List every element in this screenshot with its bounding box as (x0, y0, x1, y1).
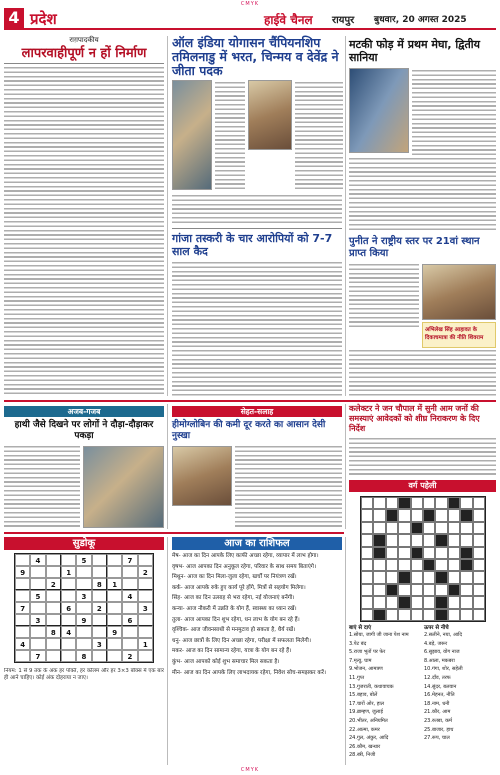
sudoku-cell (122, 638, 137, 650)
crossword-cell (448, 571, 460, 583)
yoga-photo-2 (248, 80, 292, 150)
rashifal-item: मेष- आज का दिन आपके लिए काफी अच्छा रहेगा, व्यापार में लाभ होगा। (172, 553, 319, 559)
sudoku-cell: 6 (122, 614, 137, 626)
sudoku-cell (30, 566, 45, 578)
sudoku-cell (30, 626, 45, 638)
sudoku-cell (76, 602, 91, 614)
crossword-cell (361, 547, 373, 559)
crossword-cell (460, 596, 472, 608)
sudoku-cell (107, 554, 122, 566)
crossword-clue: 15.बहाव, बोलें (349, 692, 378, 699)
crossword-grid (360, 496, 486, 622)
crossword-clue: 1.सोया, जागी जी जाना पेश नाम (349, 632, 409, 638)
print-mark-bottom: CMYK (240, 767, 260, 773)
crossword-title: वर्ग पहेली (349, 480, 496, 492)
sudoku-cell (61, 638, 76, 650)
section-divider (4, 400, 496, 402)
divider (172, 228, 342, 229)
crossword-cell (361, 497, 373, 509)
crossword-cell (373, 584, 385, 596)
sudoku-cell: 4 (15, 638, 30, 650)
crossword-clue: 24.गुल, अंकुर, आदि (349, 735, 389, 742)
crossword-cell (473, 596, 485, 608)
crossword-cell (398, 522, 410, 534)
crossword-cell (473, 584, 485, 596)
crossword-cell (473, 522, 485, 534)
sudoku-cell: 9 (76, 614, 91, 626)
sudoku-cell (46, 554, 61, 566)
editorial-body (4, 67, 164, 397)
crossword-clue: 5.राजा भूतों पर फेर (349, 649, 386, 656)
sudoku-cell: 7 (30, 650, 45, 662)
crossword-cell (411, 497, 423, 509)
sudoku-cell (61, 614, 76, 626)
national-body-2 (349, 350, 496, 396)
sudoku-cell (30, 578, 45, 590)
wonder-tag: अजब-गजब (4, 406, 164, 417)
crossword-cell (373, 522, 385, 534)
sudoku-cell (76, 638, 91, 650)
sudoku-cell: 7 (15, 602, 30, 614)
crossword-cell (448, 559, 460, 571)
crossword-cell (373, 609, 385, 621)
crossword-clue: 28.स्त्री, निजी (349, 752, 376, 759)
crossword-cell (423, 584, 435, 596)
sudoku-cell (92, 554, 107, 566)
rashifal-item: मिथुन- आज का दिन मिला-जुला रहेगा, खर्चों पर नियंत्रण रखें। (172, 574, 297, 581)
sudoku-cell: 5 (76, 554, 91, 566)
rashifal-list (172, 553, 342, 680)
sudoku-cell (92, 566, 107, 578)
sudoku-cell: 9 (15, 566, 30, 578)
city-name: रायपुर (332, 15, 355, 26)
crossword-cell (398, 534, 410, 546)
crossword-cell (460, 547, 472, 559)
rashifal-item: धनु- आज छात्रों के लिए दिन अच्छा रहेगा, परीक्षा में सफलता मिलेगी। (172, 637, 311, 644)
crossword-clue: 8.आला, मकबरा (424, 657, 455, 664)
crossword-clue: 21.कौर, आम (424, 709, 451, 716)
crossword-cell (373, 571, 385, 583)
crossword-cell (460, 509, 472, 521)
crossword-cell (435, 509, 447, 521)
health-photo (172, 446, 232, 506)
sudoku-cell: 2 (46, 578, 61, 590)
crossword-clue: 16.मेहनत, नीति (424, 692, 455, 699)
crossword-cell (386, 609, 398, 621)
ganja-headline: गांजा तस्करी के चार आरोपियों को 7-7 साल कैद (172, 232, 333, 258)
sudoku-cell (138, 650, 153, 662)
sudoku-cell (46, 614, 61, 626)
column-divider (167, 537, 168, 765)
across-label: बाएं से दाएं (349, 625, 372, 631)
collector-headline: कलेक्टर ने जन चौपाल में सुनी आम जनों की समस्याएं आवेदकों को शीघ्र निराकरण के दिए निर्देश (349, 404, 480, 433)
crossword-cell (361, 509, 373, 521)
sudoku-cell (30, 638, 45, 650)
crossword-clue: 14.सुंदर, बलवान (424, 683, 457, 690)
sudoku-title: सुडोकू (4, 537, 164, 550)
divider (4, 63, 164, 64)
sudoku-cell: 7 (122, 554, 137, 566)
crossword-cell (448, 522, 460, 534)
crossword-cell (398, 571, 410, 583)
crossword-cell (386, 596, 398, 608)
sudoku-cell (15, 614, 30, 626)
crossword-cell (448, 609, 460, 621)
health-headline: हीमोग्लोबिन की कमी दूर करते का आसान देसी नुस्खा (172, 420, 326, 441)
crossword-clue: 6.सुझाव, योग नाज (424, 649, 460, 656)
crossword-cell (435, 584, 447, 596)
crossword-cell (411, 571, 423, 583)
crossword-cell (435, 497, 447, 509)
crossword-cell (398, 497, 410, 509)
column-divider (345, 36, 346, 236)
crossword-cell (423, 509, 435, 521)
sudoku-cell: 2 (92, 602, 107, 614)
crossword-cell (448, 534, 460, 546)
crossword-cell (423, 596, 435, 608)
crossword-cell (361, 522, 373, 534)
sudoku-cell (61, 554, 76, 566)
wonder-body (4, 446, 80, 528)
rashifal-item: कर्क- आज आपके रुके हुए कार्य पूरे होंगे, मित्रों से सहयोग मिलेगा। (172, 584, 306, 591)
sudoku-cell (46, 650, 61, 662)
across-clues (349, 631, 421, 760)
crossword-cell (423, 609, 435, 621)
crossword-cell (398, 547, 410, 559)
sudoku-cell: 3 (92, 638, 107, 650)
crossword-clue: 23.रुतबा, कर्म (424, 717, 452, 724)
sudoku-cell (107, 638, 122, 650)
crossword-cell (435, 534, 447, 546)
crossword-cell (398, 596, 410, 608)
column-divider (167, 36, 168, 396)
sudoku-cell: 3 (30, 614, 45, 626)
crossword-cell (460, 571, 472, 583)
rashifal-item: तुला- आज आपका दिन शुभ रहेगा, धन लाभ के योग बन रहे हैं। (172, 616, 300, 623)
crossword-cell (411, 609, 423, 621)
crossword-cell (398, 584, 410, 596)
sudoku-cell (76, 626, 91, 638)
crossword-cell (398, 609, 410, 621)
crossword-cell (386, 534, 398, 546)
fair-headline: मटकी फोड़ में प्रथम मेघा, द्वितीय सानिया (349, 38, 481, 64)
yoga-headline: ऑल इंडिया योगासन चैंपियनशिप तमिलनाडु में भरत, चिन्मय व देवेंद्र ने जीता पदक (172, 35, 339, 78)
fair-body-2 (349, 158, 496, 230)
crossword-cell (386, 497, 398, 509)
crossword-cell (386, 571, 398, 583)
crossword-cell (448, 547, 460, 559)
crossword-cell (423, 559, 435, 571)
rashifal-title: आज का राशिफल (172, 537, 342, 550)
issue-date: बुधवार, 20 अगस्त 2025 (374, 15, 467, 25)
crossword-cell (435, 522, 447, 534)
crossword-clue: 26.कौम, खन्धार (349, 743, 381, 750)
sudoku-cell (138, 614, 153, 626)
column-divider (167, 404, 168, 529)
crossword-cell (460, 609, 472, 621)
crossword-cell (435, 571, 447, 583)
sudoku-cell (76, 578, 91, 590)
sudoku-cell (138, 626, 153, 638)
crossword-cell (473, 497, 485, 509)
crossword-cell (386, 559, 398, 571)
crossword-cell (411, 534, 423, 546)
section-title: प्रदेश (30, 10, 57, 28)
sudoku-cell (76, 566, 91, 578)
sudoku-cell (92, 650, 107, 662)
sudoku-cell: 5 (30, 590, 45, 602)
crossword-cell (361, 571, 373, 583)
crossword-clue: 13.गुजराती, कथावाचक (349, 683, 394, 690)
crossword-cell (460, 522, 472, 534)
crossword-cell (448, 584, 460, 596)
national-body (349, 264, 419, 328)
crossword-cell (361, 609, 373, 621)
sudoku-cell (107, 602, 122, 614)
sudoku-cell (107, 590, 122, 602)
crossword-cell (361, 596, 373, 608)
rashifal-item: कुंभ- आज आपको कोई शुभ समाचार मिल सकता है। (172, 658, 280, 665)
sudoku-cell (92, 614, 107, 626)
crossword-cell (398, 509, 410, 521)
crossword-cell (423, 497, 435, 509)
crossword-cell (460, 559, 472, 571)
crossword-cell (361, 559, 373, 571)
crossword-cell (423, 547, 435, 559)
sudoku-cell (61, 578, 76, 590)
sudoku-cell (138, 578, 153, 590)
crossword-clue: 20.भीतर, अनियमित (349, 717, 388, 724)
crossword-clue: 7.मृत्यु, घाम (349, 657, 372, 664)
crossword-cell (411, 596, 423, 608)
brand-name: हाईवे चैनल (264, 13, 313, 27)
crossword-clue: 9.भोजन, आमत्रण (349, 666, 383, 673)
crossword-clue: 17.चारों ओर, हाल (349, 700, 385, 707)
sudoku-cell: 1 (107, 578, 122, 590)
sudoku-cell (107, 614, 122, 626)
health-body (235, 446, 342, 528)
crossword-cell (435, 559, 447, 571)
crossword-cell (473, 571, 485, 583)
wonder-headline: हाथी जैसे दिखने पर लोगों ने दौड़ा-दौड़ाकर पकड़ा (14, 420, 154, 441)
crossword-clue: 12.दाँव, तरफ (424, 674, 451, 681)
yoga-body-col1 (215, 82, 245, 192)
yoga-body-bottom (172, 195, 342, 225)
crossword-cell (373, 559, 385, 571)
punit-caption-box (422, 322, 496, 348)
crossword-cell (386, 509, 398, 521)
sudoku-cell (122, 602, 137, 614)
rashifal-item: मकर- आज का दिन सामान्य रहेगा, यात्रा के योग बन रहे हैं। (172, 648, 292, 655)
crossword-cell (398, 559, 410, 571)
sudoku-cell (30, 602, 45, 614)
health-tag: सेहत-सलाह (172, 406, 342, 417)
crossword-cell (473, 559, 485, 571)
crossword-cell (373, 547, 385, 559)
crossword-cell (386, 522, 398, 534)
fair-photo (349, 68, 409, 153)
sudoku-cell: 8 (76, 650, 91, 662)
crossword-cell (448, 497, 460, 509)
sudoku-cell (107, 566, 122, 578)
crossword-clue: 2.सलीने, नया, आदि (424, 632, 462, 638)
fair-body (412, 70, 496, 155)
sudoku-cell (138, 554, 153, 566)
rashifal-item: वृषभ- आज आपका दिन अनुकूल रहेगा, परिवार के साथ समय बिताएंगे। (172, 563, 317, 570)
rashifal-item: मीन- आज का दिन आपके लिए लाभदायक रहेगा, निवेश सोच-समझकर करें। (172, 669, 327, 676)
crossword-cell (435, 609, 447, 621)
sudoku-cell: 8 (92, 578, 107, 590)
crossword-clue: 11.गुप्त (349, 674, 365, 681)
page-number: 4 (4, 8, 24, 28)
crossword-cell (373, 497, 385, 509)
sudoku-cell: 8 (46, 626, 61, 638)
crossword-cell (435, 596, 447, 608)
crossword-cell (386, 584, 398, 596)
sudoku-cell: 3 (138, 602, 153, 614)
crossword-clue: 22.आत्मा, कमर (349, 726, 380, 733)
crossword-clue: 18.नाम, धनी (424, 700, 450, 707)
sudoku-cell: 1 (138, 638, 153, 650)
editorial-headline: लापरवाहीपूर्ण न हों निर्माण (21, 46, 147, 61)
collector-body (349, 438, 496, 476)
crossword-cell (460, 534, 472, 546)
crossword-cell (361, 534, 373, 546)
sudoku-cell (92, 626, 107, 638)
crossword-clue: 3.पेट बंद (349, 640, 367, 647)
crossword-cell (448, 509, 460, 521)
crossword-cell (411, 509, 423, 521)
punit-photo (422, 264, 496, 320)
rashifal-item: वृश्चिक- आज जीवनसाथी से मनमुटाव हो सकता है, धैर्य रखें। (172, 627, 296, 634)
punit-caption: अभिलेख सिंह आहावत के दिकाचमात्रा की नीति शिवराम (425, 327, 484, 341)
crossword-cell (435, 547, 447, 559)
sudoku-cell (15, 554, 30, 566)
sudoku-cell: 6 (61, 602, 76, 614)
crossword-cell (473, 509, 485, 521)
crossword-clue: 25.बाजार, हाथ (424, 726, 454, 733)
sudoku-cell: 4 (122, 590, 137, 602)
column-divider (345, 537, 346, 765)
sudoku-cell: 4 (30, 554, 45, 566)
crossword-cell (448, 596, 460, 608)
crossword-cell (423, 534, 435, 546)
crossword-cell (361, 584, 373, 596)
crossword-cell (423, 522, 435, 534)
column-divider (345, 404, 346, 529)
sudoku-cell (122, 578, 137, 590)
crossword-cell (386, 547, 398, 559)
crossword-clue: 19.ब्राम्हण, जुलाई (349, 709, 383, 716)
sudoku-cell: 2 (138, 566, 153, 578)
crossword-cell (411, 547, 423, 559)
sudoku-cell (122, 566, 137, 578)
sudoku-cell (15, 590, 30, 602)
sudoku-cell: 3 (76, 590, 91, 602)
crossword-cell (473, 534, 485, 546)
ganja-body (172, 262, 342, 396)
sudoku-cell (107, 650, 122, 662)
crossword-clue: 27.रूप, चाल (424, 735, 450, 742)
page-header (4, 8, 496, 30)
crossword-cell (411, 559, 423, 571)
sudoku-cell (61, 650, 76, 662)
yoga-photo (172, 80, 212, 190)
sudoku-cell (15, 626, 30, 638)
section-divider (4, 532, 344, 534)
crossword-cell (411, 522, 423, 534)
down-clues (424, 631, 496, 743)
crossword-cell (373, 534, 385, 546)
sudoku-cell (46, 566, 61, 578)
sudoku-grid (14, 553, 154, 663)
sudoku-cell (46, 590, 61, 602)
sudoku-cell (61, 590, 76, 602)
sudoku-cell (15, 578, 30, 590)
crossword-cell (473, 547, 485, 559)
print-mark-top: CMYK (240, 1, 260, 7)
down-label: ऊपर से नीचे (424, 625, 449, 631)
sudoku-instructions: नियम: 1 से 9 तक के अंक हर पंक्ति, हर कॉलम और हर 3×3 बॉक्स में एक बार ही आने चाहिए। कोई अंक दोहराया न जाए। (4, 668, 164, 681)
yoga-body-col2 (295, 82, 343, 192)
crossword-clue: 10.गंगा, शोर, सहेली (424, 666, 463, 673)
rashifal-item: सिंह- आज का दिन उत्साह से भरा रहेगा, नई योजनाएं बनेंगी। (172, 595, 295, 602)
sudoku-cell (122, 626, 137, 638)
sudoku-cell (46, 638, 61, 650)
crossword-cell (373, 596, 385, 608)
crossword-cell (373, 509, 385, 521)
sudoku-cell: 9 (107, 626, 122, 638)
crossword-cell (423, 571, 435, 583)
sudoku-cell (46, 602, 61, 614)
crossword-cell (460, 584, 472, 596)
national-headline: पुनीत ने राष्ट्रीय स्तर पर 21वां स्थान प्राप्त किया (349, 236, 480, 259)
sudoku-cell: 2 (122, 650, 137, 662)
column-divider (345, 236, 346, 396)
sudoku-cell: 1 (61, 566, 76, 578)
sudoku-cell: 4 (61, 626, 76, 638)
elephant-photo (83, 446, 164, 528)
crossword-cell (460, 497, 472, 509)
crossword-cell (473, 609, 485, 621)
crossword-clue: 4.बड़े, जरूर (424, 640, 448, 647)
sudoku-cell (138, 590, 153, 602)
crossword-cell (411, 584, 423, 596)
sudoku-cell (92, 590, 107, 602)
editorial-kicker: राग़पादकीय (69, 36, 99, 44)
sudoku-cell (15, 650, 30, 662)
rashifal-item: कन्या- आज नौकरी में उन्नति के योग हैं, स्वास्थ्य का ध्यान रखें। (172, 605, 297, 612)
